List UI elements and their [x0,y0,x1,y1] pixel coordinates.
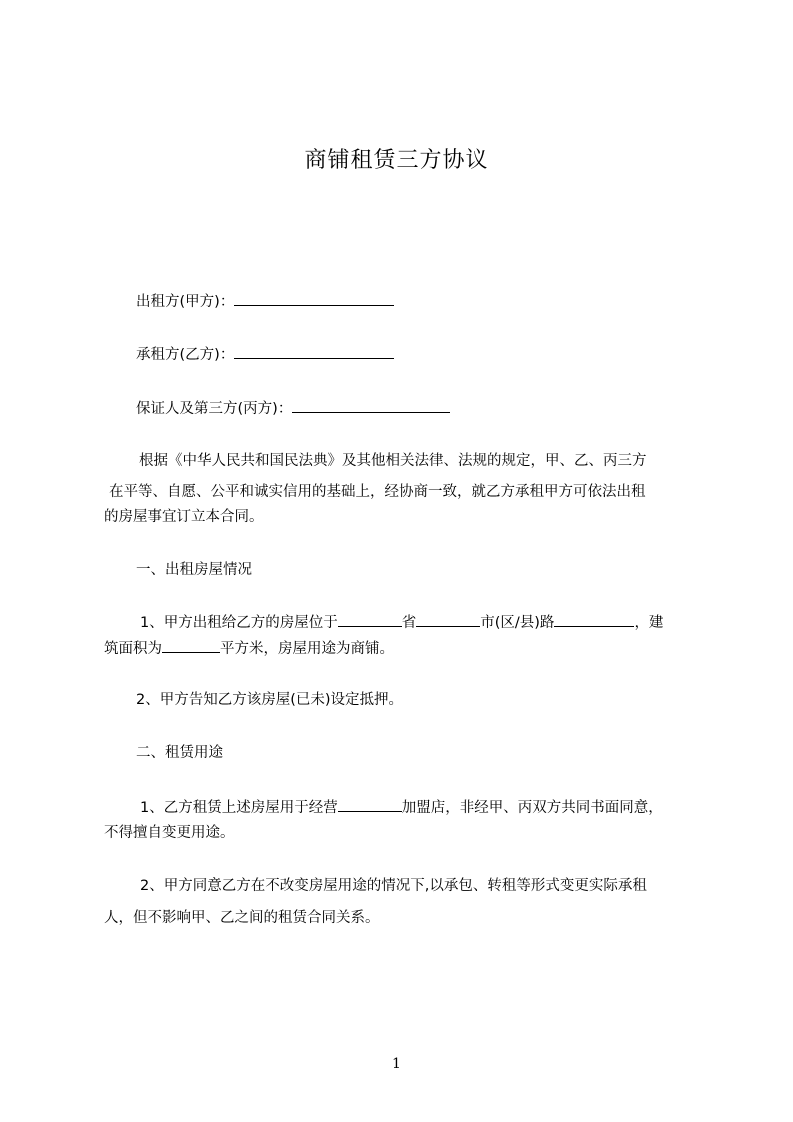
intro-line-3: 的房屋事宜订立本合同。 [104,509,264,525]
road-blank [554,612,634,627]
section1-item1-prefix: 1、甲方出租给乙方的房屋位于 [140,615,338,631]
lessee-label: 承租方(乙方)： [136,347,235,363]
section1-heading: 一、出租房屋情况 [136,562,252,578]
section2-heading: 二、租赁用途 [136,745,223,761]
lessee-line [136,344,394,365]
section2-item1-prefix: 1、乙方租赁上述房屋用于经营 [140,800,338,816]
page-number: 1 [392,1056,401,1072]
province-label: 省 [401,615,417,631]
city-label: 市(区/县)路 [480,615,555,631]
section1-item2: 2、甲方告知乙方该房屋(已未)设定抵押。 [136,692,404,708]
section2-item2-line2: 人，但不影响甲、乙之间的租赁合同关系。 [104,910,380,926]
lessor-blank [234,291,394,306]
guarantor-blank [292,398,450,413]
document-title: 商铺租赁三方协议 [304,148,489,173]
section1-item1-line2 [104,638,394,659]
province-blank [338,612,402,627]
area-prefix: 筑面积为 [104,641,162,657]
intro-line-2: 在平等、自愿、公平和诚实信用的基础上，经协商一致，就乙方承租甲方可依法出租 [109,484,646,500]
business-blank [338,797,402,812]
lessor-line [136,291,394,312]
guarantor-label: 保证人及第三方(丙方)： [136,401,293,417]
guarantor-line [136,398,450,419]
intro-line-1: 根据《中华人民共和国民法典》及其他相关法律、法规的规定，甲、乙、丙三方 [139,453,647,469]
area-blank [162,638,220,653]
section2-item1-line1 [140,797,663,818]
city-blank [416,612,480,627]
section2-item1-line2: 不得擅自变更用途。 [104,825,235,841]
section1-item1-line1 [140,612,663,633]
section1-item1-suffix: ，建 [634,615,664,631]
section2-item1-suffix: 加盟店，非经甲、丙双方共同书面同意， [401,800,663,816]
area-suffix: 平方米，房屋用途为商铺。 [220,641,394,657]
section2-item2-line1: 2、甲方同意乙方在不改变房屋用途的情况下,以承包、转租等形式变更实际承租 [140,878,647,894]
lessee-blank [234,344,394,359]
lessor-label: 出租方(甲方)： [136,294,235,310]
